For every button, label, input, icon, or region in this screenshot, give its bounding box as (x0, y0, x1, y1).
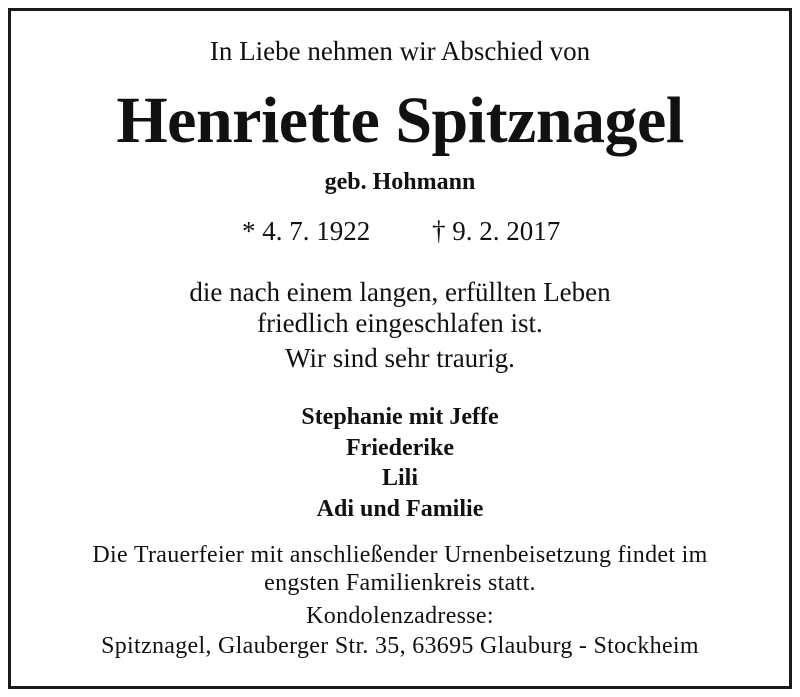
mourner-name: Lili (381, 465, 418, 491)
condolence-label: Kondolenzadresse: (306, 603, 494, 629)
mourner-name: Friederike (346, 434, 454, 461)
message-line: Wir sind sehr traurig. (285, 343, 515, 373)
deceased-name: Henriette Spitznagel (116, 84, 684, 157)
intro-text: In Liebe nehmen wir Abschied von (209, 36, 591, 66)
mourner-name: Stephanie mit Jeffe (301, 404, 499, 430)
maiden-name: geb. Hohmann (324, 169, 476, 195)
death-date: † 9. 2. 2017 (432, 216, 561, 246)
ceremony-line: Die Trauerfeier mit anschließender Urnenbeisetzung findet im (92, 542, 708, 568)
message-line: friedlich eingeschlafen ist. (257, 308, 543, 338)
condolence-address: Spitznagel, Glauberger Str. 35, 63695 Glauburg - Stockheim (101, 633, 699, 659)
birth-date: * 4. 7. 1922 (242, 216, 371, 246)
mourner-name: Adi und Familie (316, 495, 484, 522)
ceremony-line: engsten Familienkreis statt. (264, 570, 536, 596)
message-line: die nach einem langen, erfüllten Leben (189, 277, 611, 307)
mourners-list (0, 402, 800, 524)
